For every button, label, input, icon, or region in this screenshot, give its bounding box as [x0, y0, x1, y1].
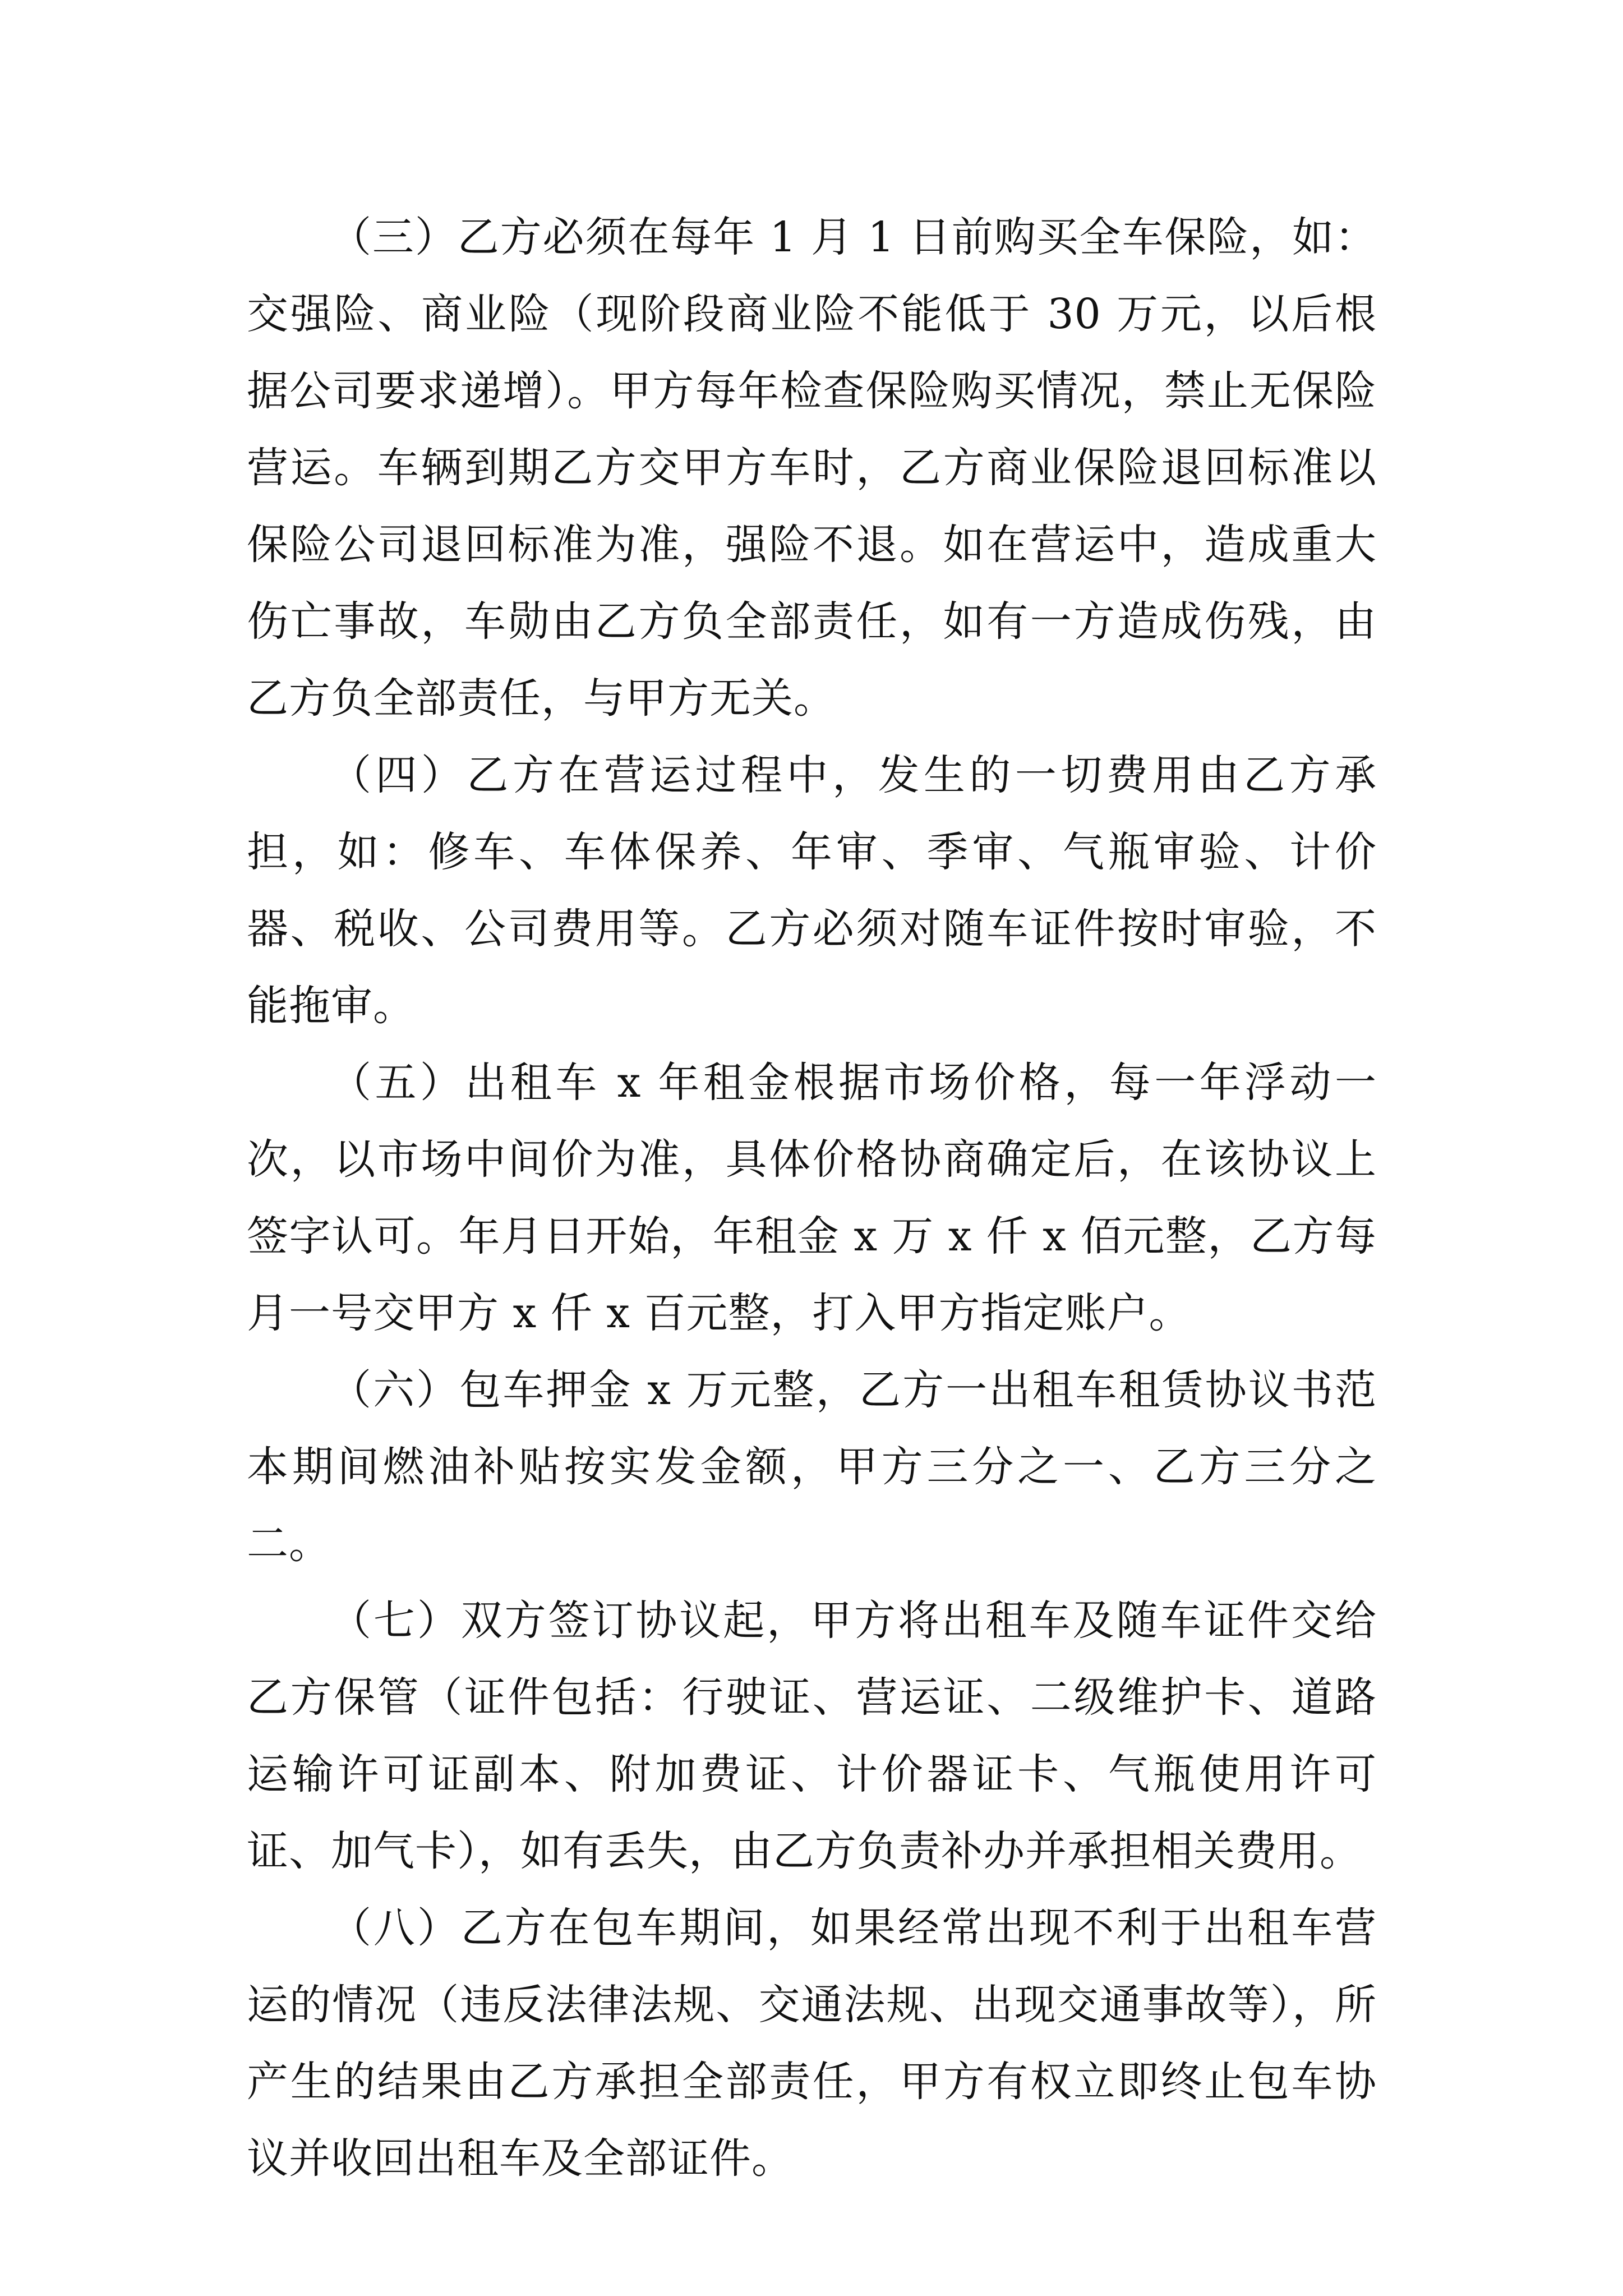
clause-8-paragraph: （八）乙方在包车期间，如果经常出现不利于出租车营运的情况（违反法律法规、交通法规、出现交通事故等），所产生的结果由乙方承担全部责任，甲方有权立即终止包车协议并收回出租车及全部证件。 — [247, 1904, 1377, 2183]
clause-4-paragraph: （四）乙方在营运过程中，发生的一切费用由乙方承担，如：修车、车体保养、年审、季审、气瓶审验、计价器、税收、公司费用等。乙方必须对随车证件按时审验，不能拖审。 — [247, 751, 1377, 1030]
document-body — [247, 199, 1377, 2197]
clause-7-paragraph: （七）双方签订协议起，甲方将出租车及随车证件交给乙方保管（证件包括：行驶证、营运证、二级维护卡、道路运输许可证副本、附加费证、计价器证卡、气瓶使用许可证、加气卡），如有丢失，由乙方负责补办并承担相关费用。 — [247, 1596, 1377, 1875]
clause-6-paragraph: （六）包车押金 x 万元整，乙方一出租车租赁协议书范本期间燃油补贴按实发金额，甲方三分之一、乙方三分之二。 — [247, 1366, 1377, 1568]
clause-5-paragraph: （五）出租车 x 年租金根据市场价格，每一年浮动一次，以市场中间价为准，具体价格协商确定后，在该协议上签字认可。年月日开始，年租金 x 万 x 仟 x 佰元整，乙方每月一号交甲方 x 仟 x 百元整，打入甲方指定账户。 — [247, 1059, 1377, 1337]
clause-3-paragraph: （三）乙方必须在每年 1 月 1 日前购买全车保险，如：交强险、商业险（现阶段商业险不能低于 30 万元，以后根据公司要求递增）。甲方每年检查保险购买情况，禁止无保险营运。车辆到期乙方交甲方车时，乙方商业保险退回标准以保险公司退回标准为准，强险不退。如在营运中，造成重大伤亡事故，车勋由乙方负全部责任，如有一方造成伤残，由乙方负全部责任，与甲方无关。 — [247, 213, 1377, 723]
